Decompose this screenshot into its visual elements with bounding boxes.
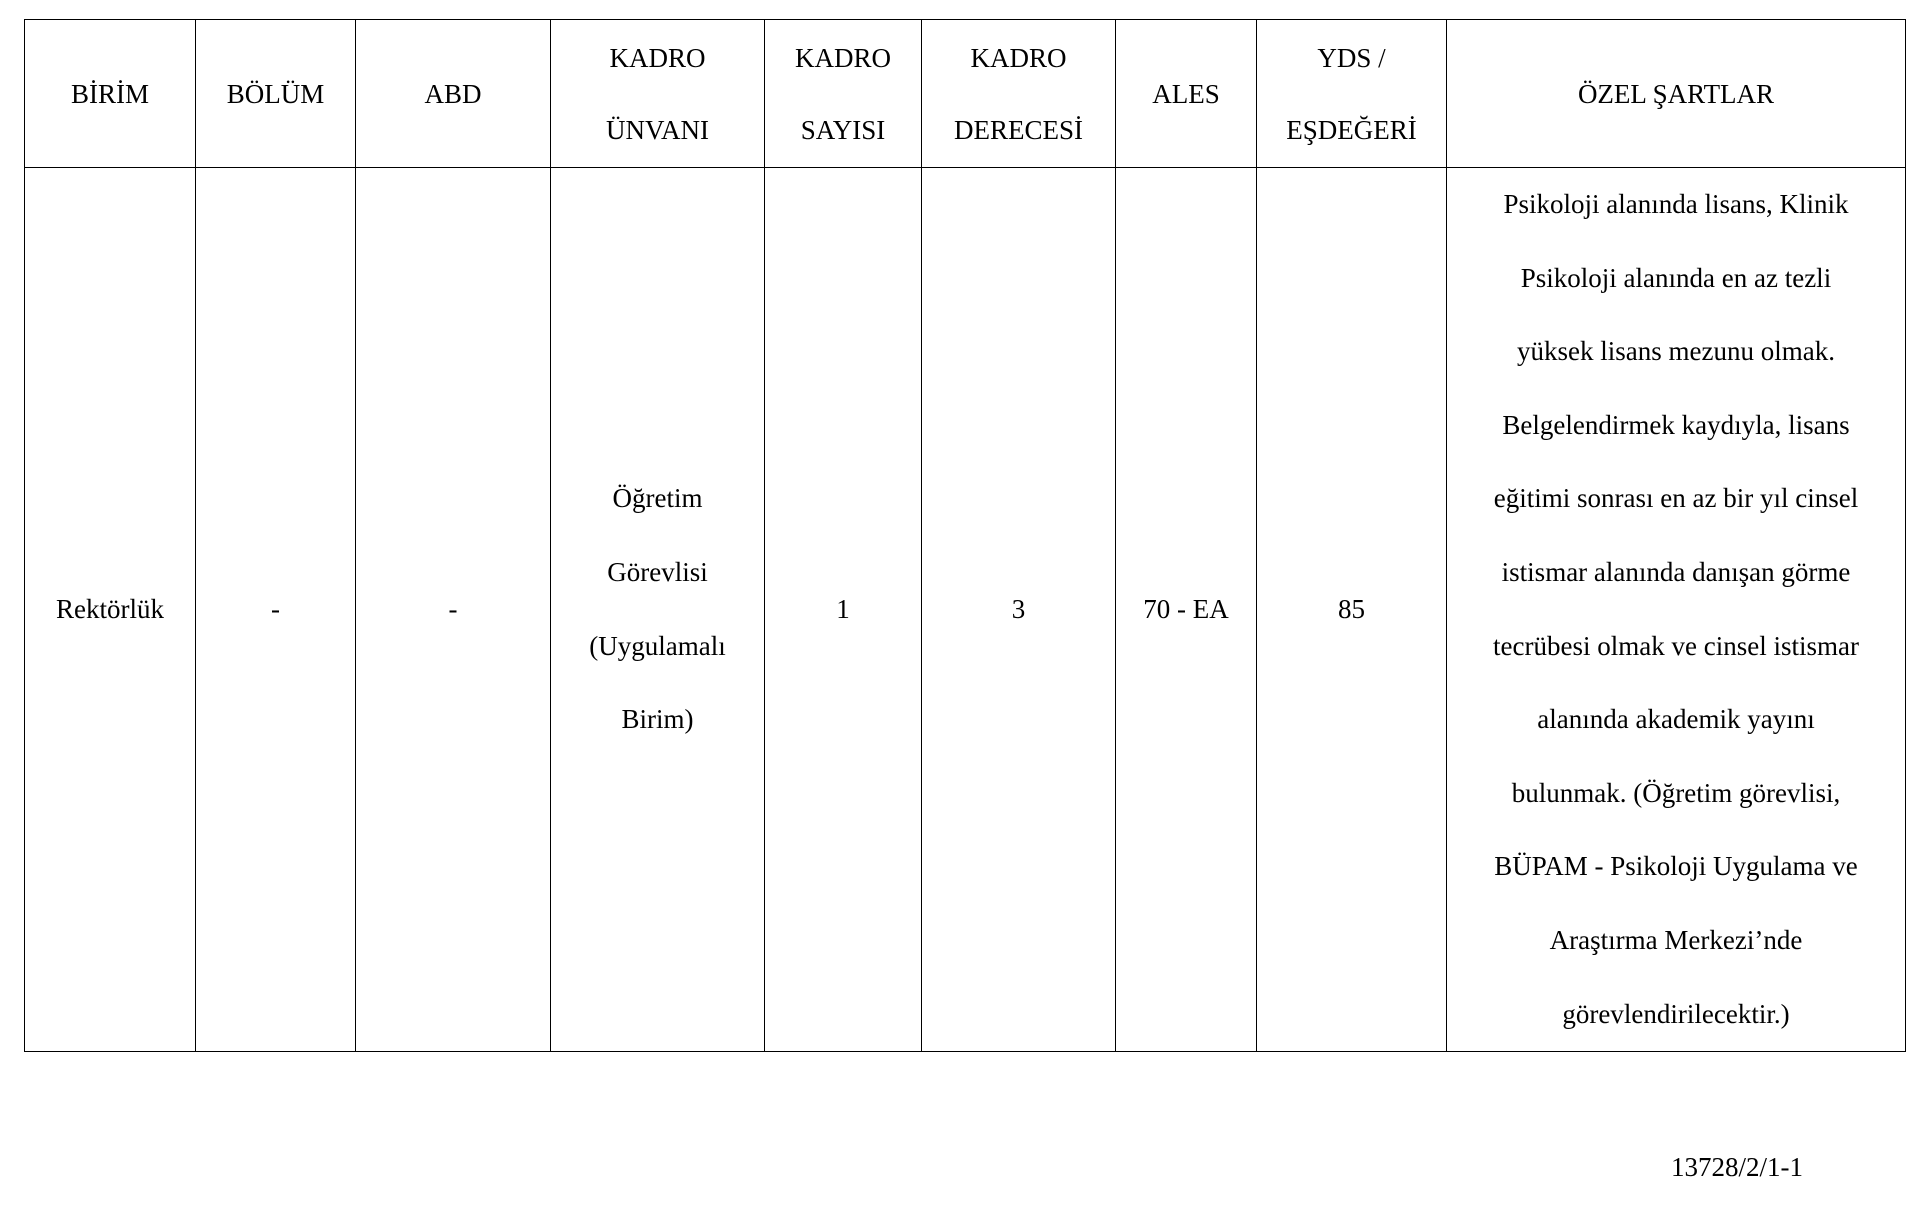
cell-bolum: -	[196, 168, 356, 1052]
header-row	[25, 20, 1906, 168]
cell-kadro-derecesi: 3	[922, 168, 1116, 1052]
cell-ales: 70 - EA	[1116, 168, 1257, 1052]
header-birim: BİRİM	[25, 20, 196, 168]
page-reference: 13728/2/1-1	[1671, 1152, 1803, 1182]
cell-birim: Rektörlük	[25, 168, 196, 1052]
header-kadro-derecesi: KADRO DERECESİ	[922, 20, 1116, 168]
header-yds: YDS / EŞDEĞERİ	[1257, 20, 1447, 168]
header-ozel-sartlar: ÖZEL ŞARTLAR	[1447, 20, 1906, 168]
header-kadro-sayisi: KADRO SAYISI	[765, 20, 922, 168]
cell-ozel-sartlar: Psikoloji alanında lisans, Klinik Psikoloji alanında en az tezli yüksek lisans mezunu olmak. Belgelendirmek kaydıyla, lisans eğitimi sonrası en az bir yıl cinsel istismar alanında danışan görme tecrübesi olmak ve cinsel istismar alanında akademik yayını bulunmak. (Öğretim görevlisi, BÜPAM - Psikoloji Uygulama ve Araştırma Merkezi’nde görevlendirilecektir.)	[1447, 168, 1906, 1052]
header-ales: ALES	[1116, 20, 1257, 168]
header-bolum: BÖLÜM	[196, 20, 356, 168]
cell-yds: 85	[1257, 168, 1447, 1052]
header-abd: ABD	[356, 20, 551, 168]
cell-kadro-sayisi: 1	[765, 168, 922, 1052]
header-kadro-unvani: KADRO ÜNVANI	[551, 20, 765, 168]
table-row	[25, 168, 1906, 1052]
cell-abd: -	[356, 168, 551, 1052]
announcement-table	[24, 19, 1906, 1052]
cell-kadro-unvani: Öğretim Görevlisi (Uygulamalı Birim)	[551, 168, 765, 1052]
